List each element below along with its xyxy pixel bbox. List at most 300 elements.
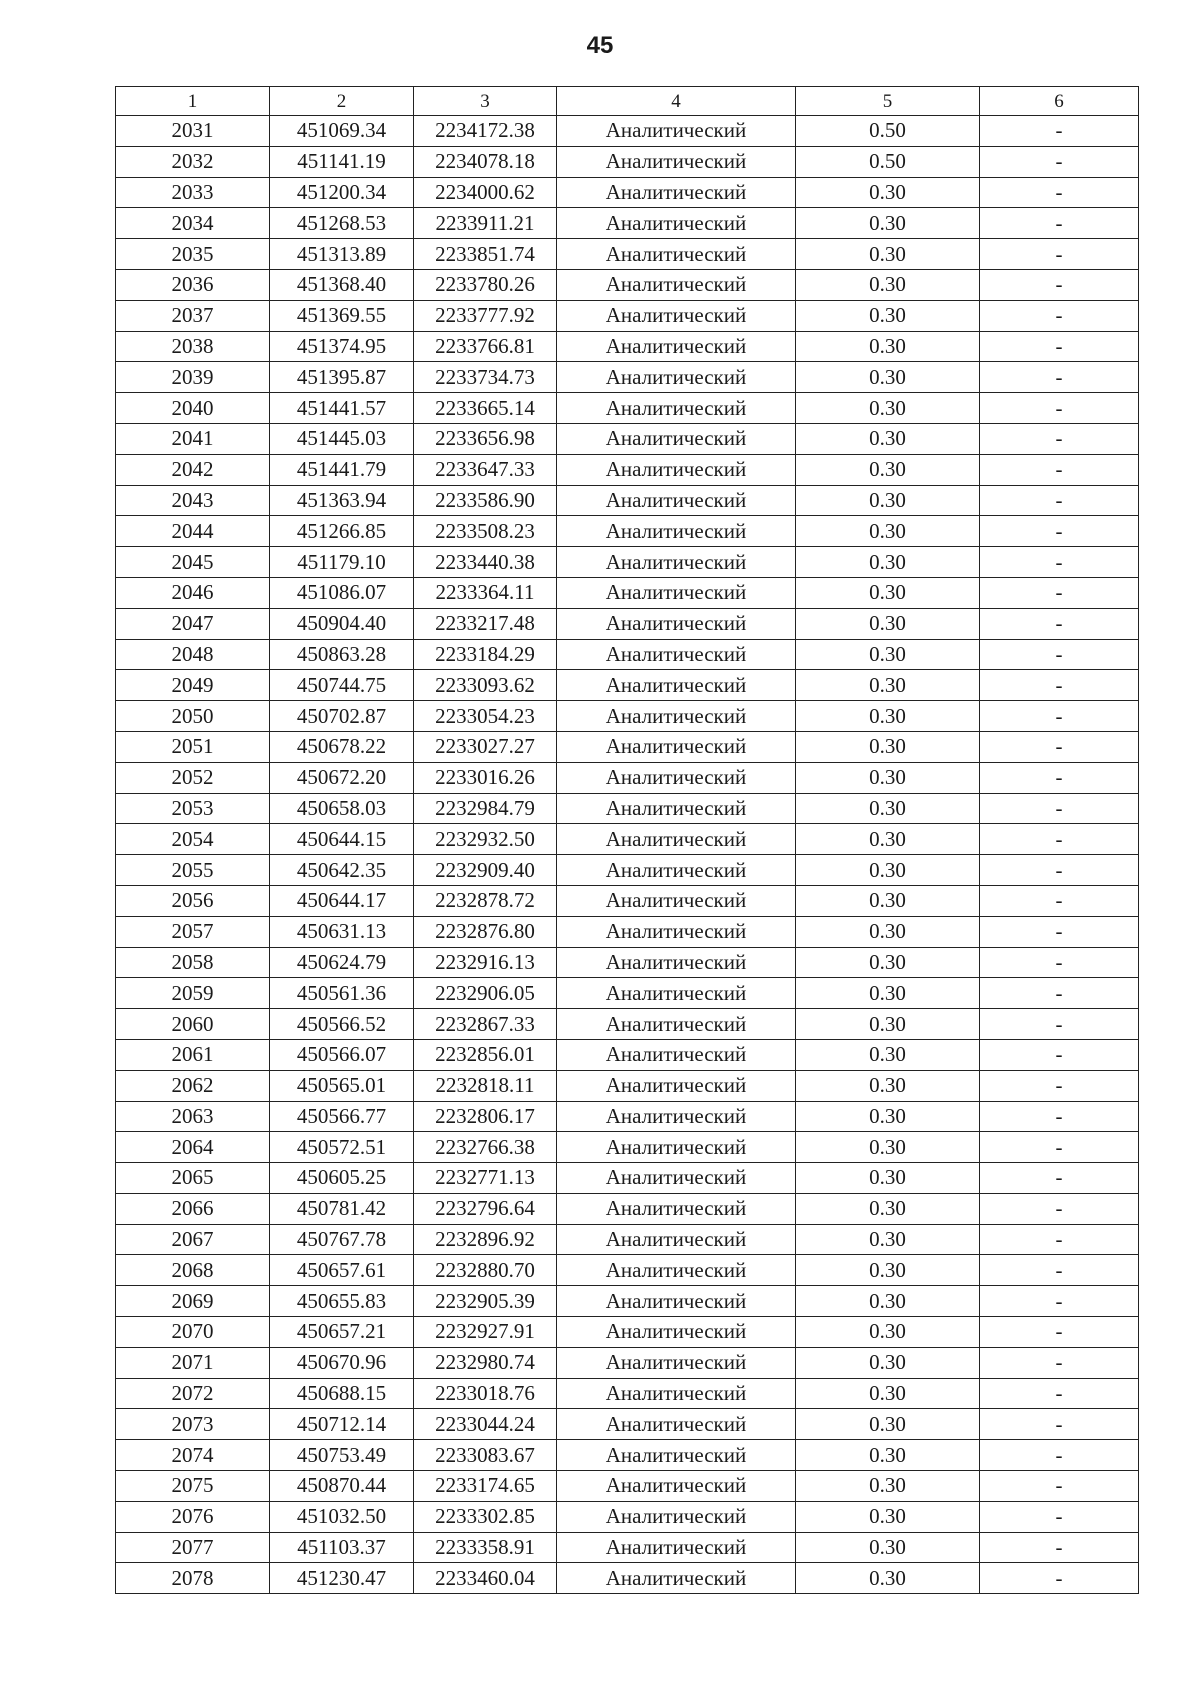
point-number-cell: 2058 — [116, 947, 270, 978]
x-coordinate-cell: 451268.53 — [270, 208, 414, 239]
table-row — [116, 1009, 1139, 1040]
note-cell: - — [980, 577, 1139, 608]
table-row — [116, 547, 1139, 578]
y-coordinate-cell: 2232905.39 — [414, 1286, 557, 1317]
table-row — [116, 1132, 1139, 1163]
x-coordinate-cell: 451179.10 — [270, 547, 414, 578]
note-cell: - — [980, 300, 1139, 331]
point-number-cell: 2035 — [116, 239, 270, 270]
method-cell: Аналитический — [557, 916, 796, 947]
point-number-cell: 2066 — [116, 1193, 270, 1224]
point-number-cell: 2038 — [116, 331, 270, 362]
point-number-cell: 2036 — [116, 269, 270, 300]
table-row — [116, 824, 1139, 855]
y-coordinate-cell: 2233734.73 — [414, 362, 557, 393]
table-row — [116, 1409, 1139, 1440]
table-row — [116, 177, 1139, 208]
column-header-3: 3 — [414, 87, 557, 116]
point-number-cell: 2037 — [116, 300, 270, 331]
method-cell: Аналитический — [557, 393, 796, 424]
method-cell: Аналитический — [557, 1224, 796, 1255]
accuracy-cell: 0.30 — [796, 1378, 980, 1409]
point-number-cell: 2043 — [116, 485, 270, 516]
note-cell: - — [980, 239, 1139, 270]
x-coordinate-cell: 450863.28 — [270, 639, 414, 670]
table-row — [116, 885, 1139, 916]
y-coordinate-cell: 2233302.85 — [414, 1501, 557, 1532]
method-cell: Аналитический — [557, 577, 796, 608]
note-cell: - — [980, 731, 1139, 762]
y-coordinate-cell: 2233364.11 — [414, 577, 557, 608]
y-coordinate-cell: 2234172.38 — [414, 116, 557, 147]
y-coordinate-cell: 2233777.92 — [414, 300, 557, 331]
accuracy-cell: 0.50 — [796, 116, 980, 147]
point-number-cell: 2050 — [116, 701, 270, 732]
y-coordinate-cell: 2232771.13 — [414, 1163, 557, 1194]
point-number-cell: 2052 — [116, 762, 270, 793]
table-row — [116, 947, 1139, 978]
method-cell: Аналитический — [557, 1070, 796, 1101]
y-coordinate-cell: 2232856.01 — [414, 1039, 557, 1070]
point-number-cell: 2047 — [116, 608, 270, 639]
method-cell: Аналитический — [557, 793, 796, 824]
method-cell: Аналитический — [557, 423, 796, 454]
note-cell: - — [980, 269, 1139, 300]
note-cell: - — [980, 793, 1139, 824]
method-cell: Аналитический — [557, 362, 796, 393]
accuracy-cell: 0.30 — [796, 1132, 980, 1163]
coordinates-table — [115, 86, 1139, 1594]
method-cell: Аналитический — [557, 239, 796, 270]
x-coordinate-cell: 450904.40 — [270, 608, 414, 639]
point-number-cell: 2063 — [116, 1101, 270, 1132]
accuracy-cell: 0.30 — [796, 1532, 980, 1563]
note-cell: - — [980, 855, 1139, 886]
accuracy-cell: 0.30 — [796, 239, 980, 270]
y-coordinate-cell: 2232906.05 — [414, 978, 557, 1009]
note-cell: - — [980, 1286, 1139, 1317]
method-cell: Аналитический — [557, 1009, 796, 1040]
y-coordinate-cell: 2232796.64 — [414, 1193, 557, 1224]
table-row — [116, 393, 1139, 424]
table-row — [116, 1101, 1139, 1132]
accuracy-cell: 0.30 — [796, 793, 980, 824]
x-coordinate-cell: 450561.36 — [270, 978, 414, 1009]
note-cell: - — [980, 885, 1139, 916]
note-cell: - — [980, 608, 1139, 639]
y-coordinate-cell: 2233016.26 — [414, 762, 557, 793]
note-cell: - — [980, 331, 1139, 362]
y-coordinate-cell: 2233647.33 — [414, 454, 557, 485]
method-cell: Аналитический — [557, 1193, 796, 1224]
x-coordinate-cell: 451374.95 — [270, 331, 414, 362]
y-coordinate-cell: 2233174.65 — [414, 1471, 557, 1502]
table-row — [116, 1532, 1139, 1563]
x-coordinate-cell: 450572.51 — [270, 1132, 414, 1163]
accuracy-cell: 0.30 — [796, 1440, 980, 1471]
table-row — [116, 362, 1139, 393]
x-coordinate-cell: 451395.87 — [270, 362, 414, 393]
x-coordinate-cell: 450702.87 — [270, 701, 414, 732]
point-number-cell: 2073 — [116, 1409, 270, 1440]
table-row — [116, 423, 1139, 454]
column-header-4: 4 — [557, 87, 796, 116]
x-coordinate-cell: 450631.13 — [270, 916, 414, 947]
x-coordinate-cell: 451441.79 — [270, 454, 414, 485]
note-cell: - — [980, 1563, 1139, 1594]
y-coordinate-cell: 2232896.92 — [414, 1224, 557, 1255]
table-body — [116, 116, 1139, 1594]
x-coordinate-cell: 451069.34 — [270, 116, 414, 147]
method-cell: Аналитический — [557, 1317, 796, 1348]
x-coordinate-cell: 450753.49 — [270, 1440, 414, 1471]
point-number-cell: 2062 — [116, 1070, 270, 1101]
table-row — [116, 239, 1139, 270]
table-row — [116, 1471, 1139, 1502]
x-coordinate-cell: 451445.03 — [270, 423, 414, 454]
y-coordinate-cell: 2232880.70 — [414, 1255, 557, 1286]
accuracy-cell: 0.30 — [796, 1009, 980, 1040]
method-cell: Аналитический — [557, 855, 796, 886]
accuracy-cell: 0.30 — [796, 1255, 980, 1286]
y-coordinate-cell: 2232818.11 — [414, 1070, 557, 1101]
note-cell: - — [980, 1501, 1139, 1532]
accuracy-cell: 0.30 — [796, 947, 980, 978]
y-coordinate-cell: 2232984.79 — [414, 793, 557, 824]
column-header-5: 5 — [796, 87, 980, 116]
note-cell: - — [980, 485, 1139, 516]
method-cell: Аналитический — [557, 116, 796, 147]
table-header-row — [116, 87, 1139, 116]
method-cell: Аналитический — [557, 1255, 796, 1286]
table-row — [116, 1193, 1139, 1224]
point-number-cell: 2039 — [116, 362, 270, 393]
table-row — [116, 577, 1139, 608]
point-number-cell: 2045 — [116, 547, 270, 578]
x-coordinate-cell: 450624.79 — [270, 947, 414, 978]
point-number-cell: 2031 — [116, 116, 270, 147]
point-number-cell: 2068 — [116, 1255, 270, 1286]
x-coordinate-cell: 451200.34 — [270, 177, 414, 208]
table-row — [116, 762, 1139, 793]
x-coordinate-cell: 450642.35 — [270, 855, 414, 886]
x-coordinate-cell: 451230.47 — [270, 1563, 414, 1594]
x-coordinate-cell: 451103.37 — [270, 1532, 414, 1563]
x-coordinate-cell: 451266.85 — [270, 516, 414, 547]
y-coordinate-cell: 2233665.14 — [414, 393, 557, 424]
point-number-cell: 2060 — [116, 1009, 270, 1040]
note-cell: - — [980, 1132, 1139, 1163]
method-cell: Аналитический — [557, 1501, 796, 1532]
y-coordinate-cell: 2232806.17 — [414, 1101, 557, 1132]
x-coordinate-cell: 450566.52 — [270, 1009, 414, 1040]
y-coordinate-cell: 2233911.21 — [414, 208, 557, 239]
point-number-cell: 2071 — [116, 1347, 270, 1378]
method-cell: Аналитический — [557, 208, 796, 239]
point-number-cell: 2064 — [116, 1132, 270, 1163]
y-coordinate-cell: 2233656.98 — [414, 423, 557, 454]
accuracy-cell: 0.30 — [796, 1317, 980, 1348]
y-coordinate-cell: 2233093.62 — [414, 670, 557, 701]
accuracy-cell: 0.30 — [796, 1286, 980, 1317]
y-coordinate-cell: 2232916.13 — [414, 947, 557, 978]
x-coordinate-cell: 450670.96 — [270, 1347, 414, 1378]
x-coordinate-cell: 450767.78 — [270, 1224, 414, 1255]
method-cell: Аналитический — [557, 947, 796, 978]
note-cell: - — [980, 1101, 1139, 1132]
y-coordinate-cell: 2232932.50 — [414, 824, 557, 855]
accuracy-cell: 0.30 — [796, 701, 980, 732]
y-coordinate-cell: 2233083.67 — [414, 1440, 557, 1471]
table-row — [116, 1224, 1139, 1255]
note-cell: - — [980, 1163, 1139, 1194]
accuracy-cell: 0.30 — [796, 423, 980, 454]
y-coordinate-cell: 2234000.62 — [414, 177, 557, 208]
note-cell: - — [980, 762, 1139, 793]
method-cell: Аналитический — [557, 1378, 796, 1409]
y-coordinate-cell: 2233217.48 — [414, 608, 557, 639]
method-cell: Аналитический — [557, 547, 796, 578]
method-cell: Аналитический — [557, 1286, 796, 1317]
note-cell: - — [980, 1224, 1139, 1255]
point-number-cell: 2053 — [116, 793, 270, 824]
accuracy-cell: 0.30 — [796, 362, 980, 393]
x-coordinate-cell: 451441.57 — [270, 393, 414, 424]
note-cell: - — [980, 362, 1139, 393]
note-cell: - — [980, 1193, 1139, 1224]
y-coordinate-cell: 2233851.74 — [414, 239, 557, 270]
accuracy-cell: 0.30 — [796, 454, 980, 485]
accuracy-cell: 0.30 — [796, 1409, 980, 1440]
y-coordinate-cell: 2233358.91 — [414, 1532, 557, 1563]
column-header-6: 6 — [980, 87, 1139, 116]
table-row — [116, 331, 1139, 362]
x-coordinate-cell: 450644.15 — [270, 824, 414, 855]
accuracy-cell: 0.30 — [796, 577, 980, 608]
table-row — [116, 146, 1139, 177]
column-header-1: 1 — [116, 87, 270, 116]
method-cell: Аналитический — [557, 1039, 796, 1070]
accuracy-cell: 0.30 — [796, 269, 980, 300]
table-row — [116, 608, 1139, 639]
point-number-cell: 2072 — [116, 1378, 270, 1409]
point-number-cell: 2049 — [116, 670, 270, 701]
table-row — [116, 1563, 1139, 1594]
table-row — [116, 269, 1139, 300]
point-number-cell: 2041 — [116, 423, 270, 454]
point-number-cell: 2059 — [116, 978, 270, 1009]
table-row — [116, 1317, 1139, 1348]
y-coordinate-cell: 2232878.72 — [414, 885, 557, 916]
y-coordinate-cell: 2233027.27 — [414, 731, 557, 762]
accuracy-cell: 0.30 — [796, 177, 980, 208]
y-coordinate-cell: 2234078.18 — [414, 146, 557, 177]
method-cell: Аналитический — [557, 885, 796, 916]
note-cell: - — [980, 177, 1139, 208]
method-cell: Аналитический — [557, 146, 796, 177]
note-cell: - — [980, 1317, 1139, 1348]
x-coordinate-cell: 450657.21 — [270, 1317, 414, 1348]
note-cell: - — [980, 1255, 1139, 1286]
method-cell: Аналитический — [557, 762, 796, 793]
table-row — [116, 300, 1139, 331]
point-number-cell: 2051 — [116, 731, 270, 762]
method-cell: Аналитический — [557, 731, 796, 762]
note-cell: - — [980, 1070, 1139, 1101]
point-number-cell: 2076 — [116, 1501, 270, 1532]
table-row — [116, 793, 1139, 824]
point-number-cell: 2078 — [116, 1563, 270, 1594]
note-cell: - — [980, 1440, 1139, 1471]
table-row — [116, 1163, 1139, 1194]
accuracy-cell: 0.30 — [796, 516, 980, 547]
point-number-cell: 2034 — [116, 208, 270, 239]
table-row — [116, 208, 1139, 239]
accuracy-cell: 0.30 — [796, 855, 980, 886]
x-coordinate-cell: 451032.50 — [270, 1501, 414, 1532]
x-coordinate-cell: 451141.19 — [270, 146, 414, 177]
y-coordinate-cell: 2232766.38 — [414, 1132, 557, 1163]
point-number-cell: 2044 — [116, 516, 270, 547]
note-cell: - — [980, 1471, 1139, 1502]
method-cell: Аналитический — [557, 824, 796, 855]
point-number-cell: 2067 — [116, 1224, 270, 1255]
point-number-cell: 2046 — [116, 577, 270, 608]
accuracy-cell: 0.30 — [796, 208, 980, 239]
point-number-cell: 2032 — [116, 146, 270, 177]
accuracy-cell: 0.30 — [796, 608, 980, 639]
y-coordinate-cell: 2233018.76 — [414, 1378, 557, 1409]
point-number-cell: 2054 — [116, 824, 270, 855]
note-cell: - — [980, 824, 1139, 855]
point-number-cell: 2056 — [116, 885, 270, 916]
x-coordinate-cell: 450655.83 — [270, 1286, 414, 1317]
y-coordinate-cell: 2233780.26 — [414, 269, 557, 300]
method-cell: Аналитический — [557, 1563, 796, 1594]
note-cell: - — [980, 978, 1139, 1009]
note-cell: - — [980, 1409, 1139, 1440]
x-coordinate-cell: 450605.25 — [270, 1163, 414, 1194]
point-number-cell: 2042 — [116, 454, 270, 485]
method-cell: Аналитический — [557, 300, 796, 331]
table-row — [116, 1501, 1139, 1532]
y-coordinate-cell: 2233460.04 — [414, 1563, 557, 1594]
x-coordinate-cell: 450712.14 — [270, 1409, 414, 1440]
note-cell: - — [980, 454, 1139, 485]
note-cell: - — [980, 547, 1139, 578]
note-cell: - — [980, 1347, 1139, 1378]
x-coordinate-cell: 450644.17 — [270, 885, 414, 916]
table-row — [116, 639, 1139, 670]
accuracy-cell: 0.30 — [796, 670, 980, 701]
accuracy-cell: 0.30 — [796, 885, 980, 916]
table-row — [116, 485, 1139, 516]
accuracy-cell: 0.30 — [796, 1163, 980, 1194]
accuracy-cell: 0.30 — [796, 1101, 980, 1132]
table-row — [116, 454, 1139, 485]
x-coordinate-cell: 450566.77 — [270, 1101, 414, 1132]
method-cell: Аналитический — [557, 701, 796, 732]
note-cell: - — [980, 1532, 1139, 1563]
y-coordinate-cell: 2233508.23 — [414, 516, 557, 547]
x-coordinate-cell: 451086.07 — [270, 577, 414, 608]
x-coordinate-cell: 450744.75 — [270, 670, 414, 701]
method-cell: Аналитический — [557, 639, 796, 670]
table-row — [116, 978, 1139, 1009]
table-row — [116, 116, 1139, 147]
note-cell: - — [980, 639, 1139, 670]
table-row — [116, 855, 1139, 886]
method-cell: Аналитический — [557, 1347, 796, 1378]
note-cell: - — [980, 516, 1139, 547]
note-cell: - — [980, 208, 1139, 239]
table-row — [116, 1286, 1139, 1317]
point-number-cell: 2061 — [116, 1039, 270, 1070]
method-cell: Аналитический — [557, 516, 796, 547]
accuracy-cell: 0.30 — [796, 824, 980, 855]
accuracy-cell: 0.50 — [796, 146, 980, 177]
accuracy-cell: 0.30 — [796, 1070, 980, 1101]
point-number-cell: 2057 — [116, 916, 270, 947]
method-cell: Аналитический — [557, 608, 796, 639]
method-cell: Аналитический — [557, 978, 796, 1009]
point-number-cell: 2070 — [116, 1317, 270, 1348]
accuracy-cell: 0.30 — [796, 1193, 980, 1224]
table-row — [116, 1039, 1139, 1070]
method-cell: Аналитический — [557, 454, 796, 485]
note-cell: - — [980, 393, 1139, 424]
x-coordinate-cell: 451369.55 — [270, 300, 414, 331]
x-coordinate-cell: 450781.42 — [270, 1193, 414, 1224]
note-cell: - — [980, 1039, 1139, 1070]
note-cell: - — [980, 701, 1139, 732]
x-coordinate-cell: 451368.40 — [270, 269, 414, 300]
note-cell: - — [980, 670, 1139, 701]
accuracy-cell: 0.30 — [796, 300, 980, 331]
table-row — [116, 916, 1139, 947]
y-coordinate-cell: 2233440.38 — [414, 547, 557, 578]
method-cell: Аналитический — [557, 1132, 796, 1163]
table-row — [116, 670, 1139, 701]
table-row — [116, 1378, 1139, 1409]
x-coordinate-cell: 450658.03 — [270, 793, 414, 824]
accuracy-cell: 0.30 — [796, 1501, 980, 1532]
method-cell: Аналитический — [557, 1532, 796, 1563]
table-row — [116, 701, 1139, 732]
y-coordinate-cell: 2233766.81 — [414, 331, 557, 362]
table-row — [116, 731, 1139, 762]
y-coordinate-cell: 2233184.29 — [414, 639, 557, 670]
method-cell: Аналитический — [557, 1440, 796, 1471]
point-number-cell: 2074 — [116, 1440, 270, 1471]
x-coordinate-cell: 450565.01 — [270, 1070, 414, 1101]
note-cell: - — [980, 1378, 1139, 1409]
y-coordinate-cell: 2233044.24 — [414, 1409, 557, 1440]
method-cell: Аналитический — [557, 331, 796, 362]
x-coordinate-cell: 450678.22 — [270, 731, 414, 762]
y-coordinate-cell: 2233054.23 — [414, 701, 557, 732]
x-coordinate-cell: 450688.15 — [270, 1378, 414, 1409]
y-coordinate-cell: 2232927.91 — [414, 1317, 557, 1348]
method-cell: Аналитический — [557, 670, 796, 701]
point-number-cell: 2040 — [116, 393, 270, 424]
table-row — [116, 1070, 1139, 1101]
y-coordinate-cell: 2233586.90 — [414, 485, 557, 516]
note-cell: - — [980, 1009, 1139, 1040]
y-coordinate-cell: 2232909.40 — [414, 855, 557, 886]
point-number-cell: 2077 — [116, 1532, 270, 1563]
y-coordinate-cell: 2232980.74 — [414, 1347, 557, 1378]
